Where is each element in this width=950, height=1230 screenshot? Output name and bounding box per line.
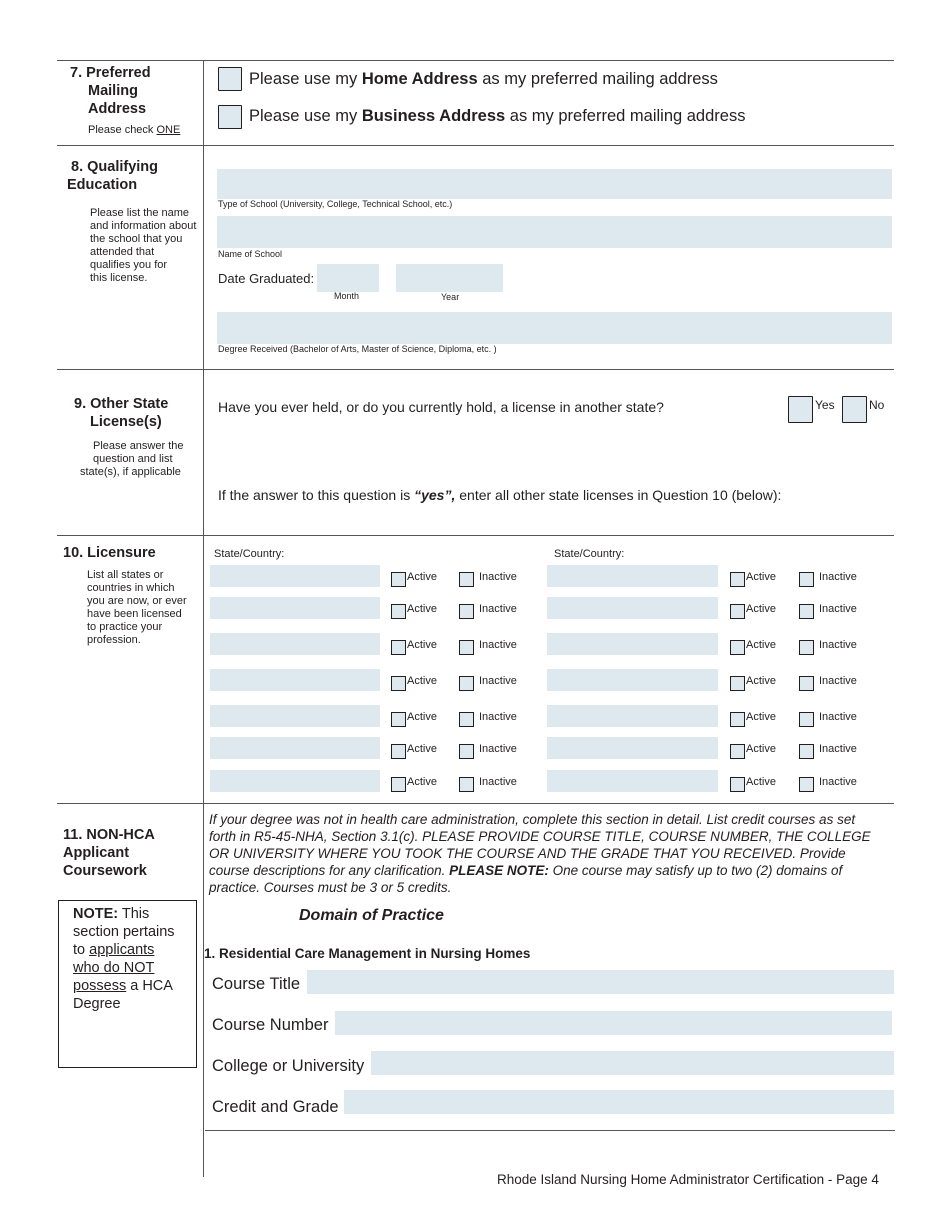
inactive-label: Inactive (819, 639, 857, 651)
no-checkbox[interactable] (842, 396, 867, 423)
inactive-label: Inactive (819, 675, 857, 687)
inactive-checkbox[interactable] (459, 640, 474, 655)
inactive-label: Inactive (479, 776, 517, 788)
section-9-desc: Please answer the question and list state(s), if applicable (80, 440, 184, 478)
active-checkbox[interactable] (391, 744, 406, 759)
yes-checkbox[interactable] (788, 396, 813, 423)
divider (57, 60, 894, 61)
active-label: Active (407, 711, 437, 723)
active-checkbox[interactable] (730, 640, 745, 655)
school-name-label: Name of School (218, 249, 283, 259)
active-checkbox[interactable] (391, 604, 406, 619)
active-label: Active (746, 571, 776, 583)
section-7-note: Please check ONE (88, 124, 181, 136)
state-country-input-left[interactable] (210, 669, 380, 691)
domain-heading: Domain of Practice (299, 907, 444, 924)
course-number-label: Course Number (212, 1016, 329, 1034)
yes-label: Yes (815, 398, 835, 412)
coursework-instructions: If your degree was not in health care administration, complete this section in detail. List credit courses as set forth in R5-45-NHA, Section 3.1(c). PLEASE PROVIDE COURSE TITLE, COURSE NUMBER, THE COLLEGE OR UNIVERSITY WHERE YOU TOOK THE COURSE AND THE GRADE THAT YOU RECEIVED. Provide course descriptions for any clarification. PLEASE NOTE: One course may satisfy up to two (2) domains of practice. Courses must be 3 or 5 credits. (209, 812, 871, 895)
inactive-label: Inactive (479, 639, 517, 651)
active-checkbox[interactable] (730, 572, 745, 587)
state-country-input-left[interactable] (210, 565, 380, 587)
active-label: Active (746, 675, 776, 687)
degree-input[interactable] (217, 312, 892, 344)
state-country-input-right[interactable] (547, 737, 718, 759)
column-divider (203, 60, 204, 1177)
month-label: Month (334, 291, 360, 301)
active-label: Active (746, 639, 776, 651)
divider (57, 369, 894, 370)
active-label: Active (407, 603, 437, 615)
active-label: Active (407, 743, 437, 755)
active-label: Active (746, 776, 776, 788)
state-country-input-right[interactable] (547, 770, 718, 792)
no-label: No (869, 398, 885, 412)
active-checkbox[interactable] (730, 777, 745, 792)
state-country-input-left[interactable] (210, 597, 380, 619)
domain-1-title: 1. Residential Care Management in Nursing Homes (204, 946, 531, 961)
year-label: Year (441, 292, 460, 302)
active-label: Active (407, 675, 437, 687)
inactive-label: Inactive (819, 603, 857, 615)
section-7-title: 7. Preferred Mailing Address (70, 65, 151, 117)
course-title-input[interactable] (307, 970, 894, 994)
college-label: College or University (212, 1057, 365, 1075)
inactive-checkbox[interactable] (459, 712, 474, 727)
active-checkbox[interactable] (730, 676, 745, 691)
inactive-label: Inactive (819, 743, 857, 755)
active-label: Active (746, 743, 776, 755)
school-type-label: Type of School (University, College, Technical School, etc.) (218, 199, 453, 209)
inactive-checkbox[interactable] (459, 777, 474, 792)
active-checkbox[interactable] (391, 676, 406, 691)
active-label: Active (407, 571, 437, 583)
degree-label: Degree Received (Bachelor of Arts, Master of Science, Diploma, etc. ) (218, 344, 497, 354)
inactive-checkbox[interactable] (459, 676, 474, 691)
home-address-label: Please use my Home Address as my preferred mailing address (249, 70, 718, 88)
inactive-checkbox[interactable] (459, 572, 474, 587)
home-address-checkbox[interactable] (218, 67, 242, 91)
credit-grade-input[interactable] (344, 1090, 894, 1114)
other-license-instructions: If the answer to this question is “yes”, enter all other state licenses in Question 10 (below): (218, 487, 782, 503)
active-checkbox[interactable] (391, 640, 406, 655)
business-address-checkbox[interactable] (218, 105, 242, 129)
section-11-title: 11. NON-HCA Applicant Coursework (63, 827, 155, 879)
inactive-label: Inactive (479, 711, 517, 723)
inactive-checkbox[interactable] (799, 744, 814, 759)
credit-grade-label: Credit and Grade (212, 1098, 339, 1116)
course-title-label: Course Title (212, 975, 301, 993)
school-name-input[interactable] (217, 216, 892, 248)
month-input[interactable] (317, 264, 379, 292)
active-checkbox[interactable] (391, 572, 406, 587)
inactive-checkbox[interactable] (799, 777, 814, 792)
inactive-label: Inactive (819, 776, 857, 788)
inactive-checkbox[interactable] (799, 676, 814, 691)
state-country-input-right[interactable] (547, 597, 718, 619)
school-type-input[interactable] (217, 169, 892, 199)
active-checkbox[interactable] (391, 712, 406, 727)
state-country-input-right[interactable] (547, 705, 718, 727)
active-label: Active (407, 776, 437, 788)
inactive-label: Inactive (819, 571, 857, 583)
state-country-input-left[interactable] (210, 770, 380, 792)
inactive-checkbox[interactable] (799, 640, 814, 655)
state-country-input-left[interactable] (210, 633, 380, 655)
active-label: Active (746, 603, 776, 615)
state-country-input-left[interactable] (210, 705, 380, 727)
active-checkbox[interactable] (730, 604, 745, 619)
inactive-checkbox[interactable] (799, 712, 814, 727)
active-label: Active (746, 711, 776, 723)
inactive-checkbox[interactable] (459, 604, 474, 619)
inactive-label: Inactive (479, 743, 517, 755)
section-8-desc: Please list the name and information about the school that you attended that qualifies you for this license. (90, 207, 197, 284)
date-graduated-label: Date Graduated: (218, 271, 315, 286)
inactive-label: Inactive (479, 603, 517, 615)
inactive-checkbox[interactable] (459, 744, 474, 759)
active-checkbox[interactable] (730, 744, 745, 759)
course-number-input[interactable] (335, 1011, 892, 1035)
divider (57, 145, 894, 146)
section-9-title: 9. Other State License(s) (74, 396, 169, 430)
inactive-label: Inactive (479, 675, 517, 687)
year-input[interactable] (396, 264, 503, 292)
divider (57, 803, 894, 804)
state-country-input-left[interactable] (210, 737, 380, 759)
state-country-input-right[interactable] (547, 669, 718, 691)
active-checkbox[interactable] (391, 777, 406, 792)
page-footer: Rhode Island Nursing Home Administrator Certification - Page 4 (497, 1172, 879, 1187)
college-input[interactable] (371, 1051, 894, 1075)
active-label: Active (407, 639, 437, 651)
inactive-label: Inactive (819, 711, 857, 723)
section-10-title: 10. Licensure (63, 545, 156, 561)
section-10-desc: List all states or countries in which you are now, or ever have been licensed to practice your profession. (87, 569, 187, 646)
active-checkbox[interactable] (730, 712, 745, 727)
other-license-question: Have you ever held, or do you currently hold, a license in another state? (218, 399, 664, 415)
note-box: NOTE: This section pertains to applicants who do NOT possess a HCA Degree (58, 900, 197, 1068)
state-country-label-right: State/Country: (554, 548, 625, 560)
state-country-label-left: State/Country: (214, 548, 285, 560)
section-8-title: 8. Qualifying Education (67, 159, 159, 193)
state-country-input-right[interactable] (547, 565, 718, 587)
state-country-input-right[interactable] (547, 633, 718, 655)
divider (205, 1130, 895, 1131)
inactive-label: Inactive (479, 571, 517, 583)
divider (57, 535, 894, 536)
inactive-checkbox[interactable] (799, 604, 814, 619)
business-address-label: Please use my Business Address as my preferred mailing address (249, 107, 746, 125)
inactive-checkbox[interactable] (799, 572, 814, 587)
